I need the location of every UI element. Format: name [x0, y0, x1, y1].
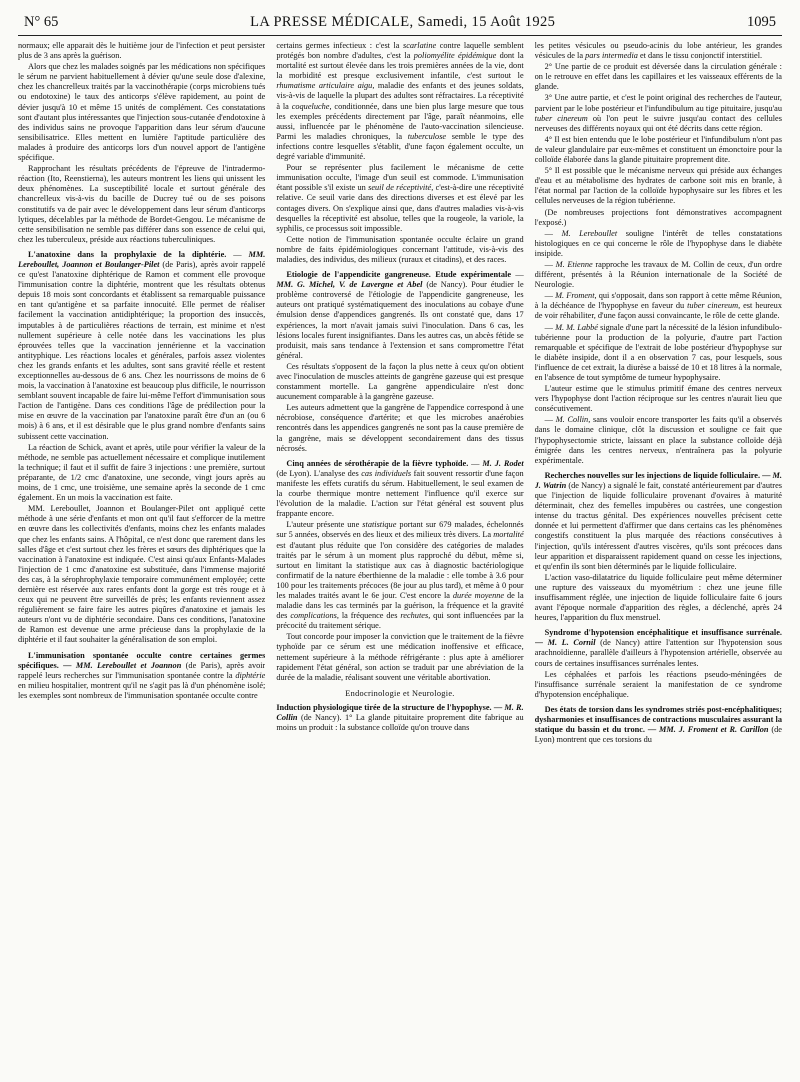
article-paragraph: — M. Etienne rapproche les travaux de M. Collin de ceux, d'un ordre différent, présentés à la Réunion internationale de la Société de Neurologie.	[534, 259, 782, 290]
article-lead-paragraph: Recherches nouvelles sur les injections de liquide folliculaire. — M. J. Watrin (de Nancy) a signalé le fait, constaté antérieurement par d'autres que l'injection de liquide folliculaire provenant d'ovaires à maturité déterminait, chez des femelles impubères ou castrées, une congestion intense du tractus génital. Des expériences nouvelles précisent cette donnée et lui permettent d'affirmer que dans certains cas les phénomènes congestifs constituent la plus marquée des réactions consécutives à l'injection, qu'ils intéressent d'autres viscères, qu'ils sont précoces dans leur apparition et disparaissent rapidement quand on cesse les injections, et qu'enfin ils sont bien déterminés par le liquide folliculaire.	[534, 470, 782, 571]
article-paragraph: La réaction de Schick, avant et après, utile pour vérifier la valeur de la méthode, ne semble pas actuellement nécessaire et complique inutilement la technique; il faut et il suffit de faire 3 injections : une première, surtout préparante, de 1/2 cmc d'anatoxine, une seconde, vingt jours après au moins, de 1 cmc, une troisième, une semaine après la seconde de 1 cmc également. En un mois la vaccination est faite.	[18, 442, 266, 503]
article-lead-paragraph: Des états de torsion dans les syndromes striés post-encéphalitiques; dysharmonies et insuffisances de contractions musculaires assurant la statique du bassin et du tronc. — MM. J. Froment et R. Carillon (de Lyon) montrent que ces torsions du	[534, 704, 782, 745]
article-lead-paragraph: L'anatoxine dans la prophylaxie de la diphtérie. — MM. Lereboullet, Joannon et Boulanger-Pilet (de Paris), après avoir rappelé ce qu'est l'anatoxine diphtérique de Ramon et comment elle provoque l'immunisation contre la diphtérie, montrent que les résultats obtenus depuis 18 mois sont concordants et établissent sa remarquable puissance en tant qu'antigène et sa parfaite innocuité. Elle permet de réaliser facilement la vaccination antidiphtérique; la proportion des insuccès, imputables à de particulières réactions de terrain, est minime et n'est nullement supérieure à celle notée dans les vaccinations les plus éprouvées telles que la vaccination jennérienne et la vaccination antityphique. Les réactions locales et générales, parfois assez violentes chez les grands enfants et les adultes, sont sans gravité réelle et restent exceptionnelles au-dessous de 6 ans. Chez les nourrissons de moins de 6 mois, la vaccination à l'anatoxine est beaucoup plus difficile, le nourrisson semblant souvent incapable de faire lui-même l'effort d'immunisation sous l'action de l'antigène. Dans ces conditions l'âge de prédilection pour la mise en œuvre de la vaccination par l'anatoxine paraît être d'un an (ou 6 mois) à 6 ans, et il est désirable que le plus grand nombre d'enfants sains subissent cette vaccination.	[18, 249, 266, 441]
article-paragraph: 3° Une autre partie, et c'est le point original des recherches de l'auteur, parvient par le lobe postérieur et l'infundibulum au tige pituitaire, jusqu'au tuber cinereum où l'on peut le suivre jusqu'au contact des cellules nerveuses des différents noyaux qui ont été décrits dans cette région.	[534, 93, 782, 133]
article-paragraph: (De nombreuses projections font démonstratives accompagnent l'exposé.)	[534, 207, 782, 227]
article-paragraph: Induction physiologique tirée de la structure de l'hypophyse. — M. R. Collin (de Nancy). 1° La glande pituitaire proprement dite fabrique au moins un produit : la substance colloïde qu'on trouve dans	[276, 702, 524, 733]
article-paragraph: Cette notion de l'immunisation spontanée occulte éclaire un grand nombre de faits épidémiologiques concernant l'attitude, vis-à-vis des maladies, des individus, des milieux (ruraux et citadins), et des races.	[276, 234, 524, 264]
issue-number: N° 65	[24, 14, 59, 30]
article-paragraph: 5° Il est possible que le mécanisme nerveux qui préside aux échanges d'eau et au métabolisme des hydrates de carbone soit mis en branle, à l'état normal par l'action de la colloïde hypophysaire sur les fibres et les cellules nerveuses de la région tubérienne.	[534, 166, 782, 206]
column-right	[535, 41, 782, 1071]
article-lead-paragraph: Etiologie de l'appendicite gangreneuse. Etude expérimentale — MM. G. Michel, V. de Lavergne et Abel (de Nancy). Pour étudier le problème controversé de l'étiologie de l'appendicite gangreneuse, les auteurs ont pratiqué systématiquement des inoculations au cobaye d'une émulsion dense d'appendices gangrenés. Ils ont constaté que, dans 17 expériences, la mort n'avait jamais suivi l'inoculation. Dans 6 cas, les lésions locales furent insignifiantes. Dans les autres cas, un abcès fétide se produisit, mais sans tendance à l'extension et sans compromettre l'état général.	[276, 270, 524, 360]
article-lead-paragraph: Syndrome d'hypotension encéphalitique et insuffisance surrénale. — M. L. Cornil (de Nancy) attire l'attention sur l'hypotension sous arachnoïdienne, parallèle d'ailleurs à l'hypotension artérielle, observée au cours de certaines insuffisances surrénales lentes.	[534, 628, 782, 668]
article-paragraph: Les auteurs admettent que la gangrène de l'appendice correspond à une nécrobiose, conséquence d'artérite; et que les microbes anaérobies rencontrés dans les appendices gangrenés ne sont pas la cause première de la gangrène, mais se développent secondairement dans des tissus nécrosés.	[276, 403, 524, 453]
journal-title: LA PRESSE MÉDICALE, Samedi, 15 Août 1925	[250, 14, 556, 30]
article-paragraph: Tout concorde pour imposer la conviction que le traitement de la fièvre typhoïde par ce sérum est une médication inoffensive et efficace, nettement supérieure à la méthode réfrigérante : plus apte à améliorer rapidement l'état général, son action se traduit par une abréviation de la durée de la maladie, réalisant souvent une véritable abortivation.	[276, 632, 524, 682]
article-paragraph: certains germes infectieux : c'est la scarlatine contre laquelle semblent protégés bon nombre d'adultes, c'est la poliomyélite épidémique dont la mortalité est surtout élevée dans les trois premières années de la vie, dont la morbidité est presque exclusivement infantile, c'est surtout le rhumatisme articulaire aigu, maladie des enfants et des jeunes soldats, vis-à-vis de laquelle la plupart des adultes sont réfractaires. La réceptivité à la coqueluche, conditionnée, dans une bien plus large mesure que tous les exemples précédents directement par l'âge, paraît néanmoins, elle aussi, influencée par le phénomène de l'auto-vaccination silencieuse. Parmi les maladies chroniques, la tuberculose semble le type des infections contre lesquelles s'établit, d'une façon également occulte, un degré variable d'immunité.	[276, 41, 524, 162]
article-paragraph: — M. Collin, sans vouloir encore transporter les faits qu'il a observés dans le domaine clinique, clôt la discussion et souligne ce fait que l'hypophysectomie stricte, laissant en place la substance colloïde déjà émigrée dans les centres nerveux, n'entraînera pas la polyurie expérimentale.	[534, 415, 782, 465]
page-number: 1095	[747, 14, 776, 30]
section-heading: Endocrinologie et Neurologie.	[345, 688, 455, 698]
article-paragraph: les petites vésicules ou pseudo-acinis du lobe antérieur, les grandes vésicules de la pars intermedia et dans le tissu conjonctif interstitiel.	[534, 41, 782, 61]
article-paragraph: L'action vaso-dilatatrice du liquide folliculaire peut même déterminer une rupture des vaisseaux du myométrium : chez une jeune fille insuffisamment réglée, une injection de liquide folliculaire faite 6 jours avant l'époque normale d'apparition des règles, a déclenché, après 24 heures, l'apparition du flux menstruel.	[534, 572, 782, 623]
article-paragraph: Alors que chez les malades soignés par les médications non spécifiques le sérum ne parvient habituellement à dévier qu'une seule dose d'alexine, chez les chancrelleux traités par la vaccinothérapie (corps microbiens tués ou endotoxine) le taux des anticorps s'élève rapidement, au point de dévier jusqu'à 10 et même 15 unités de complément. Ces constatations sont d'autant plus intéressantes que l'injection sous-cutanée d'endotoxine à des individus sains ne provoque l'apparition dans leur sérum d'aucune sensibilisatrice. Elles mettent en lumière l'aptitude particulière des malades à produire des anticorps lors d'un nouvel apport de l'antigène spécifique.	[18, 62, 266, 163]
article-paragraph: 4° Il est bien entendu que le lobe postérieur et l'infundibulum n'ont pas de valeur glandulaire par eux-mêmes et constituent un émonctoire pour la colloïde élaborée dans la glande pituitaire proprement dite.	[534, 134, 782, 165]
article-lead-paragraph: Cinq années de sérothérapie de la fièvre typhoïde. — M. J. Rodet (de Lyon). L'analyse des cas individuels fait souvent ressortir d'une façon manifeste les effets curatifs du sérum. Habituellement, le seul examen de la courbe thermique montre nettement l'influence qu'il exerce sur l'évolution de la maladie. L'action sur l'état général est souvent plus frappante encore.	[276, 458, 524, 519]
article-paragraph: Rapprochant les résultats précédents de l'épreuve de l'intradermo-réaction (Ito, Reenstierna), les auteurs montrent les liens qui unissent les deux phénomènes. La susceptibilité locale et surtout générale des chancrelleux vis-à-vis du bacille de Ducrey tué ou de ses poisons constitutifs va de pair avec le développement dans leur sérum d'anticorps lytiques, décelables par la méthode de Bordet-Gengou. Le mécanisme de cette sensibilisation ne semble pas différer dans son essence de celui qui, chez les tuberculeux, préside aux réactions tuberculiniques.	[18, 164, 266, 244]
article-paragraph: — M. M. Labbé signale d'une part la nécessité de la lésion infundibulo-tubérienne pour la production de la polyurie, d'autre part l'action remarquable et spécifique de l'extrait de lobe postérieur d'hypophyse sur le diabète insipide, dont il a en observation 7 cas, pour lesquels, sous l'influence de cet extrait, la diurèse a baissé de 10 et 18 litres à la normale, en l'absence de tout symptôme de tumeur hypophysaire.	[534, 322, 782, 382]
text-columns	[18, 41, 782, 1071]
column-left	[18, 41, 265, 1071]
article-paragraph: Pour se représenter plus facilement le mécanisme de cette immunisation occulte, l'image d'un seuil est commode. L'immunisation étant possible s'il existe un seuil de réceptivité, c'est-à-dire une réceptivité relative. Ce seuil varie dans des directions diverses et est élevé par les contages divers. On s'explique ainsi que, dans d'autres maladies vis-à-vis desquelles la réceptivité est absolue, telles que la rougeole, la variole, la syphilis, ce processus soit impossible.	[276, 163, 524, 233]
article-paragraph: Ces résultats s'opposent de la façon la plus nette à ceux qu'on obtient avec l'inoculation de muscles atteints de gangrène gazeuse qui est presque constamment mortelle. La gangrène appendiculaire n'est donc aucunement comparable à la gangrène gazeuse.	[276, 361, 524, 402]
page-header	[18, 14, 782, 36]
article-paragraph: — M. Froment, qui s'opposait, dans son rapport à cette même Réunion, à la déchéance de l'hypophyse en faveur du tuber cinereum, est heureux de voir réhabiliter, d'une façon aussi convaincante, le rôle de cette glande.	[534, 291, 782, 321]
article-paragraph: L'auteur estime que le stimulus primitif émane des centres nerveux vers l'hypophyse dont l'action réciproque sur les centres n'aurait lieu que consécutivement.	[534, 384, 782, 414]
article-paragraph: 2° Une partie de ce produit est déversée dans la circulation générale : on le retrouve en effet dans les capillaires et les vaisseaux efférents de la glande.	[534, 62, 782, 92]
column-middle	[276, 41, 523, 1071]
article-paragraph: Les céphalées et parfois les réactions pseudo-méningées de l'insuffisance surrénale seraient la manifestation de ce syndrome d'hypotension encéphalique.	[534, 669, 782, 699]
article-lead-paragraph: L'immunisation spontanée occulte contre certaines germes spécifiques. — MM. Lereboullet et Joannon (de Paris), après avoir rappelé leurs recherches sur l'immunisation spontanée contre la diphtérie en milieu hospitalier, montrent qu'il ne s'agit pas là d'un phénomène isolé; les exemples sont nombreux de l'immunisation spontanée occulte contre	[18, 650, 266, 700]
article-paragraph: L'auteur présente une statistique portant sur 679 malades, échelonnés sur 5 années, observés en des lieux et des milieux très divers. La mortalité est d'autant plus réduite que l'on considère des catégories de malades traités par le sérum à un moment plus rapproché du début, même si, surtout en limitant la statistique aux cas à diagnostic bactériologique confirmatif de la nature éberthienne de la maladie : elle tombe à 3.6 pour 100 pour les traitements précoces (8e jour au plus tard), et même à 0 pour les malades traités avant le 6e jour. C'est encore la durée moyenne de la maladie dans les cas terminés par la guérison, la fréquence et la gravité des complications, la fréquence des rechutes, qui sont influencées par la précocité du traitement sérique.	[276, 520, 524, 631]
article-paragraph: normaux; elle apparait dès le huitième jour de l'infection et peut persister plus de 3 ans après la guérison.	[18, 41, 266, 61]
article-paragraph: MM. Lereboullet, Joannon et Boulanger-Pilet ont appliqué cette méthode à une série d'enfants et mon ont qu'il faut s'efforcer de la mettre en œuvre dans les collectivités d'enfants, moins chez les enfants malades que chez les enfants sains. A l'hôpital, ce n'est donc que rarement dans les salles d'âge et c'est surtout chez les frères et sœurs des diphtériques que la vaccination à l'anatoxine est indiquée. C'est ainsi qu'aux Enfants-Malades l'injection de 1 cmc d'anatoxine est substituée, dans l'immense majorité des cas, à la sérophrophylaxie temporaire communément employée; cette dernière est réservée aux rares enfants dont la gorge est très rouge et à ceux qui ne peuvent être surveillés de près; les enfants reviennent assez régulièrement se faire faire les autres piqûres d'anatoxine et jamais les auteurs n'ont vu de diphtérie secondaire. Dans ces conditions, l'anatoxine de Ramon est devenue une arme précieuse dans la prophylaxie de la diphtérie et il faut souhaiter la généralisation de son emploi.	[18, 504, 266, 645]
article-paragraph: — M. Lereboullet souligne l'intérêt de telles constatations histologiques en ce qui concerne le rôle de l'hypophyse dans le diabète insipide.	[534, 228, 782, 258]
